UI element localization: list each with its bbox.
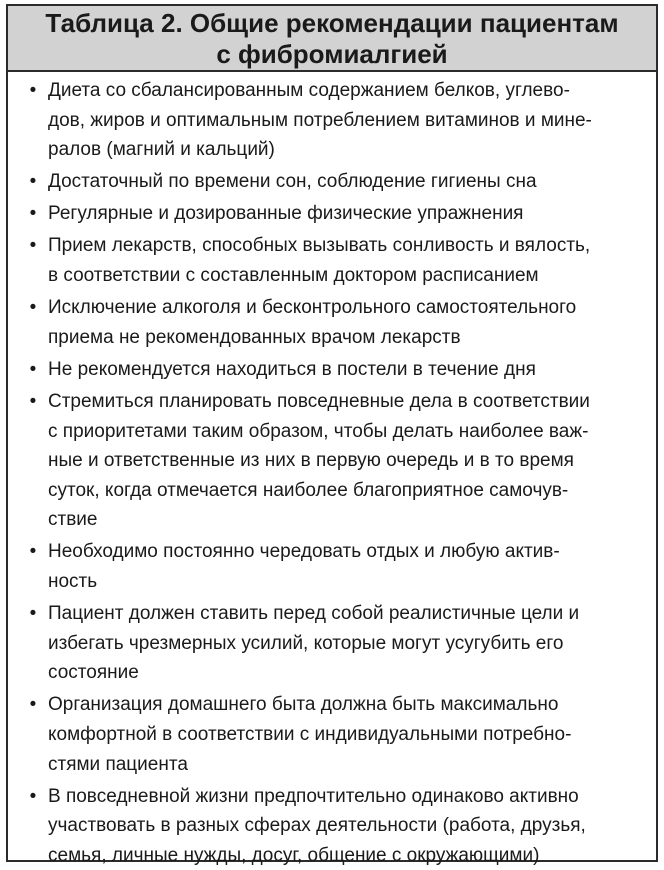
recommendations-table	[6, 4, 658, 866]
recommendation-item	[26, 231, 646, 290]
recommendation-line: Диета со сбалансированным содержанием белков, углево-	[48, 80, 570, 101]
recommendation-line: суток, когда отмечается наиболее благоприятное самочув-	[48, 479, 569, 501]
recommendation-line: Организация домашнего быта должна быть максимально	[48, 694, 559, 716]
recommendation-line: стями пациента	[48, 753, 188, 775]
recommendation-item	[26, 167, 646, 197]
bullet-icon: •	[29, 235, 37, 257]
bullet-icon: •	[29, 171, 37, 193]
recommendation-item	[26, 599, 646, 688]
recommendation-item	[26, 76, 646, 165]
recommendation-item	[26, 537, 646, 596]
recommendation-line: ные и ответственные из них в первую очередь и в то время	[48, 450, 574, 472]
bullet-icon: •	[29, 203, 37, 225]
bullet-icon: •	[29, 694, 37, 716]
recommendation-item	[26, 782, 646, 870]
recommendation-line: Прием лекарств, способных вызывать сонливость и вялость,	[48, 235, 591, 257]
recommendation-line: Стремиться планировать повседневные дела в соответствии	[48, 390, 590, 412]
bullet-icon: •	[29, 603, 37, 625]
recommendation-line: семья, личные нужды, досуг, общение с окружающими)	[48, 844, 540, 866]
table-title-line-1: Таблица 2. Общие рекомендации пациентам	[45, 8, 619, 38]
recommendation-item	[26, 387, 646, 535]
recommendation-item	[26, 293, 646, 352]
table-title	[8, 6, 656, 72]
recommendation-line: избегать чрезмерных усилий, которые могут усугубить его	[48, 632, 564, 654]
bullet-icon: •	[29, 358, 37, 380]
recommendation-item	[26, 690, 646, 779]
recommendation-line: ность	[48, 571, 98, 592]
recommendation-line: комфортной в соответствии с индивидуальными потребно-	[48, 723, 572, 745]
recommendation-line: Необходимо постоянно чередовать отдых и любую актив-	[48, 541, 560, 563]
recommendation-line: ствие	[48, 509, 98, 531]
bullet-icon: •	[29, 785, 37, 807]
recommendation-line: Регулярные и дозированные физические упражнения	[48, 203, 524, 225]
recommendation-line: Достаточный по времени сон, соблюдение гигиены сна	[48, 171, 537, 193]
bullet-icon: •	[29, 80, 37, 101]
recommendation-line: состояние	[48, 662, 139, 684]
bullet-icon: •	[29, 390, 37, 412]
recommendation-item	[26, 355, 646, 385]
recommendation-line: Пациент должен ставить перед собой реалистичные цели и	[48, 603, 580, 625]
recommendation-line: ралов (магний и кальций)	[48, 139, 275, 161]
recommendation-line: дов, жиров и оптимальным потреблением витаминов и мине-	[48, 109, 592, 131]
recommendation-item	[26, 199, 646, 229]
recommendation-line: Не рекомендуется находиться в постели в течение дня	[48, 358, 536, 380]
recommendation-line: приема не рекомендованных врачом лекарств	[48, 326, 461, 348]
table-title-line-2: с фибромиалгией	[216, 39, 448, 69]
recommendation-line: в соответствии с составленным доктором расписанием	[48, 265, 539, 287]
bullet-icon: •	[29, 297, 37, 319]
recommendation-list	[8, 72, 656, 870]
bullet-icon: •	[29, 541, 37, 563]
recommendation-line: Исключение алкоголя и бесконтрольного самостоятельного	[48, 297, 577, 319]
recommendation-line: В повседневной жизни предпочтительно одинаково активно	[48, 785, 579, 807]
recommendation-line: участвовать в разных сферах деятельности (работа, друзья,	[48, 815, 586, 837]
recommendation-line: с приоритетами таким образом, чтобы делать наиболее важ-	[48, 420, 589, 442]
